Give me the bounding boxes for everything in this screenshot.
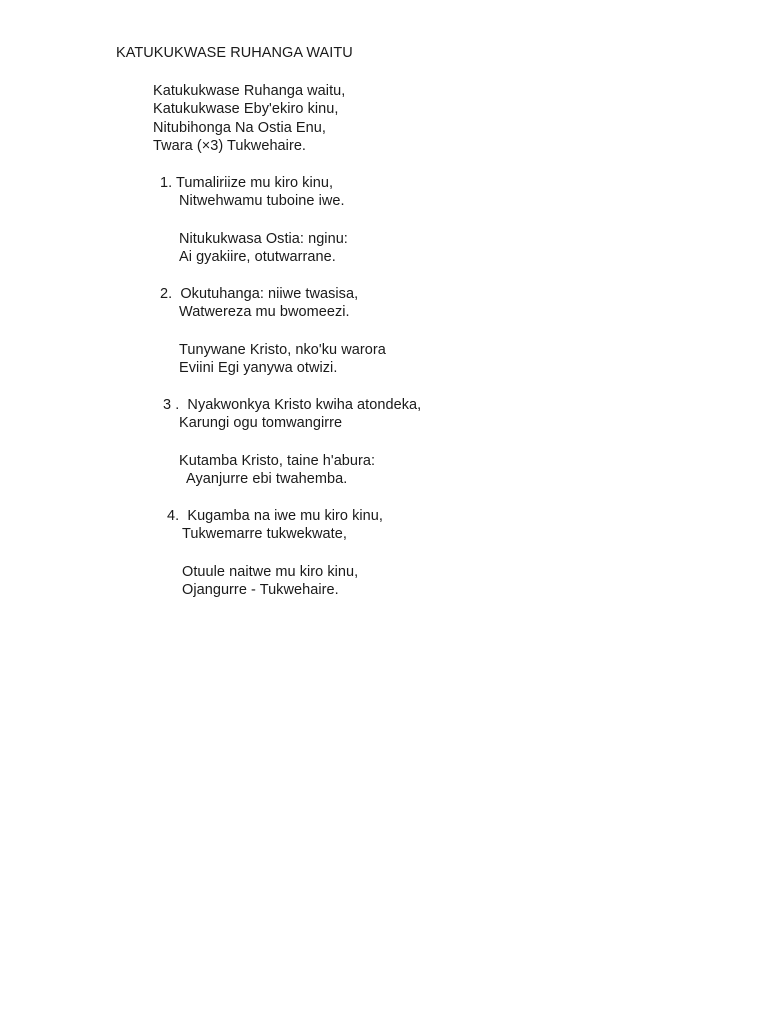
verse-3-line-1: 3 . Nyakwonkya Kristo kwiha atondeka, [163, 397, 422, 413]
verse-2-line-2: Watwereza mu bwomeezi. [179, 304, 350, 320]
verse-2-line-3: Tunywane Kristo, nko'ku warora [179, 342, 386, 358]
verse-4-line-1: 4. Kugamba na iwe mu kiro kinu, [167, 508, 383, 524]
verse-1-line-1: 1. Tumaliriize mu kiro kinu, [160, 175, 334, 191]
verse-4-line-4: Ojangurre - Tukwehaire. [182, 582, 339, 598]
verse-1-line-4: Ai gyakiire, otutwarrane. [179, 249, 336, 265]
verse-3-line-2: Karungi ogu tomwangirre [179, 415, 343, 431]
verse-1-line-3: Nitukukwasa Ostia: nginu: [179, 231, 348, 247]
chorus-line-2: Katukukwase Eby'ekiro kinu, [153, 101, 339, 117]
verse-2-line-1: 2. Okutuhanga: niiwe twasisa, [160, 286, 359, 302]
verse-4-line-2: Tukwemarre tukwekwate, [182, 526, 347, 542]
chorus-line-3: Nitubihonga Na Ostia Enu, [153, 120, 326, 136]
verse-3-line-3: Kutamba Kristo, taine h'abura: [179, 453, 376, 469]
verse-3-line-4: Ayanjurre ebi twahemba. [186, 471, 348, 487]
verse-4-line-3: Otuule naitwe mu kiro kinu, [182, 564, 359, 580]
chorus-line-1: Katukukwase Ruhanga waitu, [153, 83, 346, 99]
verse-2-line-4: Eviini Egi yanywa otwizi. [179, 360, 338, 376]
chorus-line-4: Twara (×3) Tukwehaire. [153, 138, 307, 154]
verse-1-line-2: Nitwehwamu tuboine iwe. [179, 193, 345, 209]
song-title: KATUKUKWASE RUHANGA WAITU [116, 45, 353, 61]
